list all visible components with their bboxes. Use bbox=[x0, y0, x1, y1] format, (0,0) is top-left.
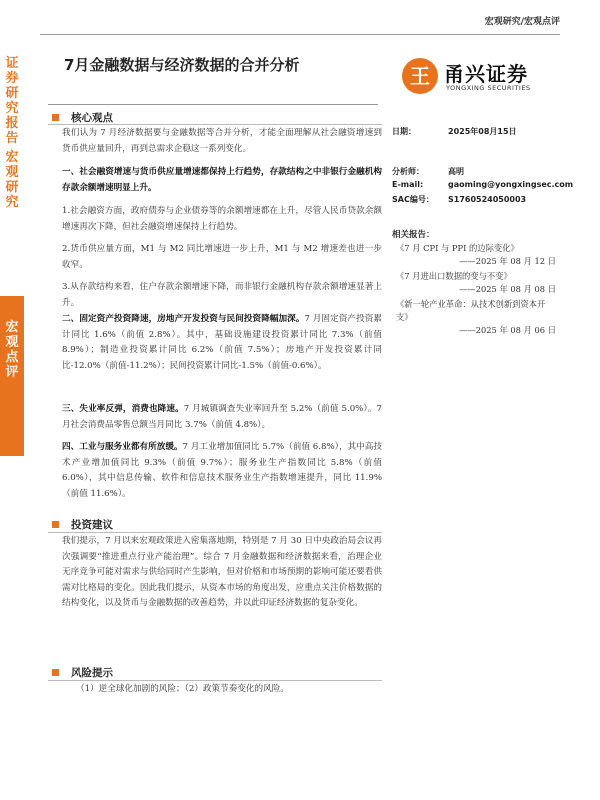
risk-text: （1）逆全球化加剧的风险；（2）政策节奏变化的风险。 bbox=[76, 684, 289, 694]
related-reports-title: 相关报告： bbox=[392, 230, 435, 240]
bullet-square-icon bbox=[52, 521, 59, 528]
related-report-1[interactable]: 《7 月 CPI 与 PPI 的边际变化》 ——2025 年 08 月 12 日 bbox=[396, 243, 556, 266]
side-label-research-report: 证券研究报告 bbox=[5, 56, 19, 146]
core-heading: 核心观点 bbox=[52, 110, 113, 125]
bullet-square-icon bbox=[52, 114, 59, 121]
analyst-email: E-mail: gaoming@yongxingsec.com bbox=[392, 180, 574, 189]
logo-name: 甬兴证券 bbox=[444, 62, 528, 86]
section-divider bbox=[48, 680, 382, 681]
report-title: 7月金融数据与经济数据的合并分析 bbox=[64, 56, 300, 74]
core-intro: 我们认为 7 月经济数据要与金融数据等合并分析，才能全面理解从社会融资增速到货币供应量回升，再到总需求企稳这一系列变化。 bbox=[62, 128, 382, 154]
invest-text: 我们提示，7 月以来宏观政策进入密集落地期，特别是 7 月 30 日中央政治局会议再次强调要“推进重点行业产能治理”。综合 7 月金融数据和经济数据来看，治理企业无序竞争可能对需求与供给同时产生影响，但对价格和市场预期的影响可能还要看供需对比格局的变化。因此我们提示，从资本市场的角度出发，应重点关注价格数据的结构变化，以及货币与金融数据的改善趋势，并以此印证经济数据的复杂变化。 bbox=[62, 536, 382, 608]
core-point-1-money-supply: 2.货币供应量方面，M1 与 M2 同比增速进一步上升，M1 与 M2 增速差也进一步收窄。 bbox=[62, 244, 382, 270]
side-label-macro-research: 宏观研究 bbox=[5, 150, 19, 210]
core-point-1-deposits: 3.从存款结构来看，住户存款余额增速下降，而非银行金融机构存款余额增速显著上升。 bbox=[62, 282, 382, 308]
header-divider bbox=[40, 34, 560, 35]
company-logo bbox=[402, 56, 552, 102]
bullet-square-icon bbox=[52, 669, 59, 676]
section-divider bbox=[48, 532, 382, 533]
core-point-2: 二、固定资产投资降速，房地产开发投资与民间投资降幅加深。7 月固定资产投资累计同比 1.6%（前值 2.8%）。其中，基础设施建设投资累计同比 7.3%（前值 8.9%）；制造业投资累计同比 6.2%（前值 7.5%）；房地产开发投资累计同比-12.0%（前值-11.2%）；民间投资累计同比-1.5%（前值-0.6%）。 bbox=[62, 314, 382, 371]
title-divider bbox=[48, 104, 378, 105]
related-report-3[interactable]: 《新一轮产业革命：从技术创新到资本开支》 ——2025 年 08 月 06 日 bbox=[396, 299, 556, 335]
report-category-tag: 宏观研究/宏观点评 bbox=[484, 17, 560, 27]
core-point-1-social-financing: 1.社会融资方面，政府债券与企业债券等的余额增速都在上升，尽管人民币贷款余额增速再次下降，但社会融资增速保持上行趋势。 bbox=[62, 206, 382, 232]
sac-number: SAC编号： S1760524050003 bbox=[392, 195, 527, 204]
core-point-1: 一、社会融资增速与货币供应量增速都保持上行趋势，存款结构之中非银行金融机构存款余额增速明显上升。 bbox=[62, 167, 382, 193]
report-date: 日期： 2025年08月15日 bbox=[392, 127, 517, 136]
risk-heading: 风险提示 bbox=[52, 665, 113, 680]
invest-heading: 投资建议 bbox=[52, 517, 113, 532]
section-divider bbox=[48, 124, 382, 125]
logo-mark-icon: 王 bbox=[402, 58, 438, 94]
core-point-3: 三、失业率反弹，消费也降速。7 月城镇调查失业率回升至 5.2%（前值 5.0%）。7 月社会消费品零售总额当月同比 3.7%（前值 4.8%）。 bbox=[62, 404, 382, 430]
core-point-4: 四、工业与服务业都有所放缓。7 月工业增加值同比 5.7%（前值 6.8%），其中高技术产业增加值同比 9.3%（前值 9.7%）；服务业生产指数同比 5.8%（前值 6.0%），其中信息传输、软件和信息技术服务业生产指数增速提升，同比 11.9%（前值 11.6%）。 bbox=[62, 442, 382, 499]
side-label-macro-comment: 宏观点评 bbox=[5, 320, 19, 380]
analyst: 分析师： 高明 bbox=[392, 167, 464, 176]
related-report-2[interactable]: 《7 月进出口数据的变与不变》 ——2025 年 08 月 08 日 bbox=[396, 271, 556, 294]
logo-english: YONGXING SECURITIES bbox=[446, 84, 531, 92]
